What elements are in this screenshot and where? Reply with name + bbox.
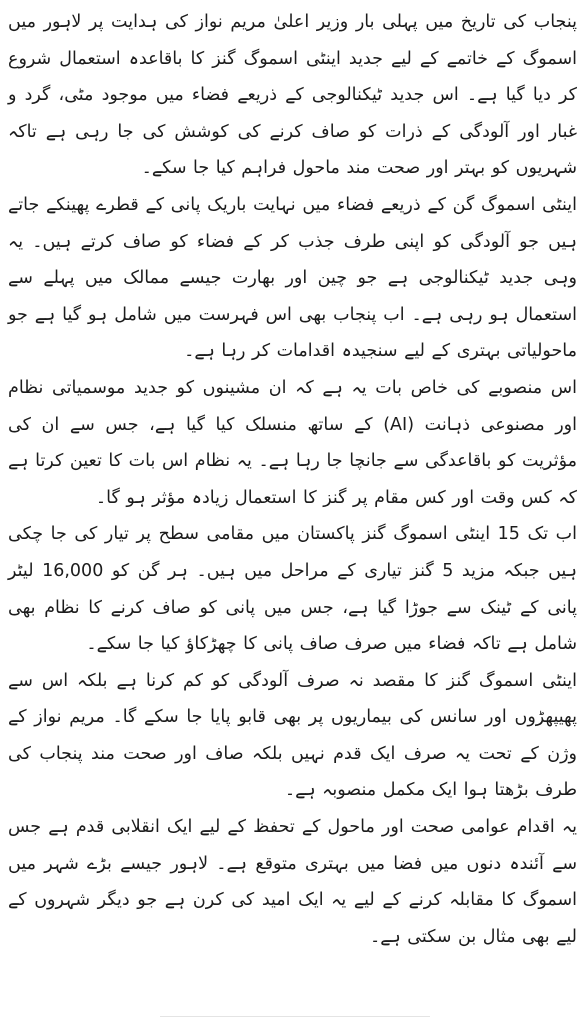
paragraph-technology: اینٹی اسموگ گن کے ذریعے فضاء میں نہایت باریک پانی کے قطرے پھینکے جاتے ہیں جو آلودگی کو اپنی طرف جذب کر کے فضاء کو صاف کرتے ہیں۔ یہ وہی جدید ٹیکنالوجی ہے جو چین اور بھارت جیسے ممالک میں پہلے سے استعمال ہو رہی ہے۔ اب پنجاب بھی اس فہرست میں شامل ہو گیا ہے جو ماحولیاتی بہتری کے لیے سنجیدہ اقدامات کر رہا ہے۔ (8, 194, 577, 362)
paragraph-guns-count: اب تک 15 اینٹی اسموگ گنز پاکستان میں مقامی سطح پر تیار کی جا چکی ہیں جبکہ مزید 5 گنز تیاری کے مراحل میں ہیں۔ ہر گن کو 16,000 لیٹر پانی کے ٹینک سے جوڑا گیا ہے، جس میں پانی کو صاف کرنے کا نظام بھی شامل ہے تاکہ فضاء میں صرف صاف پانی کا چھڑکاؤ کیا جا سکے۔ (8, 524, 577, 655)
paragraph-ai-system: اس منصوبے کی خاص بات یہ ہے کہ ان مشینوں کو جدید موسمیاتی نظام اور مصنوعی ذہانت (AI) کے ساتھ منسلک کیا گیا ہے، جس سے ان کی مؤثریت کو باقاعدگی سے جانچا جا رہا ہے۔ یہ نظام اس بات کا تعین کرتا ہے کہ کس وقت اور کس مقام پر گنز کا استعمال زیادہ مؤثر ہو گا۔ (8, 377, 577, 508)
paragraph-health-goal: اینٹی اسموگ گنز کا مقصد نہ صرف آلودگی کو کم کرنا ہے بلکہ اس سے پھیپھڑوں اور سانس کی بیماریوں پر بھی قابو پایا جا سکے گا۔ مریم نواز کے وژن کے تحت یہ صرف ایک قدم نہیں بلکہ صاف اور صحت مند پنجاب کی طرف بڑھتا ہوا ایک مکمل منصوبہ ہے۔ (8, 670, 577, 801)
article-body (8, 4, 577, 955)
paragraph-conclusion: یہ اقدام عوامی صحت اور ماحول کے تحفظ کے لیے ایک انقلابی قدم ہے جس سے آئندہ دنوں میں فضا میں بہتری متوقع ہے۔ لاہور جیسے بڑے شہر میں اسموگ کا مقابلہ کرنے کے لیے یہ ایک امید کی کرن ہے جو دیگر شہروں کے لیے بھی مثال بن سکتی ہے۔ (8, 817, 577, 947)
paragraph-intro: پنجاب کی تاریخ میں پہلی بار وزیر اعلیٰ مریم نواز کی ہدایت پر لاہور میں اسموگ کے خاتمے کے لیے جدید اینٹی اسموگ گنز کا باقاعدہ استعمال شروع کر دیا گیا ہے۔ اس جدید ٹیکنالوجی کے ذریعے فضاء میں موجود مٹی، گرد و غبار اور آلودگی کے ذرات کو صاف کرنے کی کوشش کی جا رہی ہے تاکہ شہریوں کو بہتر اور صحت مند ماحول فراہم کیا جا سکے۔ (8, 12, 577, 179)
bottom-divider (160, 1016, 430, 1017)
